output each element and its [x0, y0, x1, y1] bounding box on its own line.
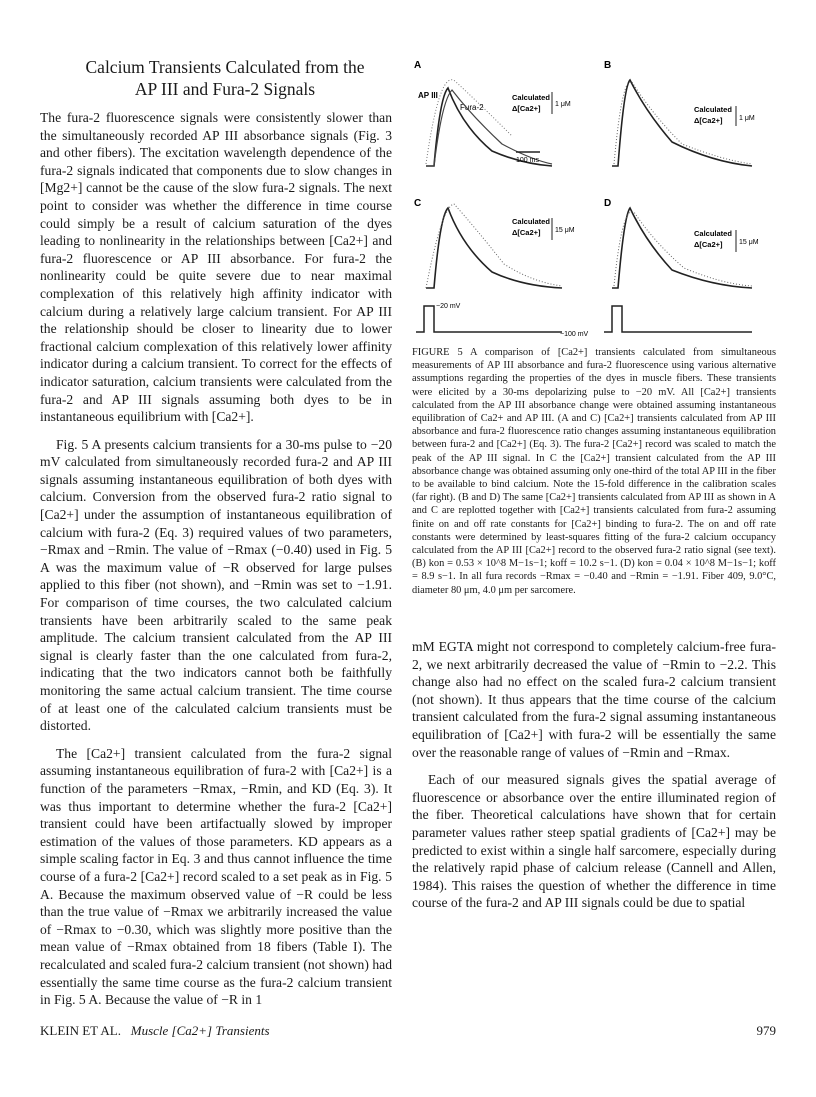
figure-5-plot: [412, 56, 776, 346]
delta-ca-label-a: Δ[Ca2+]: [512, 104, 541, 113]
running-head: [40, 1023, 270, 1039]
panel-label-d: D: [604, 198, 612, 209]
section-title-line1: Calcium Transients Calculated from the: [85, 57, 365, 77]
paragraph: Each of our measured signals gives the spatial average of fluorescence or absorbance over the entire illuminated region of the fiber. Theoretical calculations have shown that for certain parameter values rather steep spatial gradients of [Ca2+] may be predicted to exist within a single half sarcomere, especially during the relatively rapid phase of calcium release (Cannell and Allen, 1984). This raises the question of whether the difference in time course of the fura-2 and AP III signals could be due to spatial: [412, 772, 776, 911]
calculated-label-a: Calculated: [512, 93, 550, 102]
figure-5: [412, 56, 776, 346]
voltage-label-minus100: −100 mV: [560, 331, 589, 338]
paragraph: Fig. 5 A presents calcium transients for a 30-ms pulse to −20 mV calculated from simultaneously recorded fura-2 and AP III signals assuming instantaneous equilibration of both dyes with calcium. Conversion from the observed fura-2 ratio signal to [Ca2+] under the assumption of instantaneous equilibration of calcium with fura-2 (Eq. 3) required values of two parameters, −Rmax and −Rmin. The value of −Rmax (−0.40) used in Fig. 5 A was the maximum value of −R observed for large pulses applied to this fiber (not shown), and −Rmin was set to −1.91. For comparison of time courses, the two calculated calcium transients have been arbitrarily scaled to the same peak amplitude. The calcium transient calculated from the AP III signal is clearly faster than the one calculated from fura-2, indicating that the two indicators cannot both be faithfully monitoring the same actual calcium transient. The time course of at least one of the calculated calcium transients must be distorted.: [40, 436, 392, 734]
voltage-pulse-right: [604, 306, 752, 332]
panel-label-a: A: [414, 60, 422, 71]
panel-label-c: C: [414, 198, 422, 209]
page-number: 979: [756, 1023, 776, 1038]
right-column-text: [412, 638, 776, 912]
panel-d-traces: [612, 208, 752, 288]
section-title-line2: AP III and Fura-2 Signals: [134, 79, 316, 99]
panel-label-b: B: [604, 60, 612, 71]
calculated-label-c: Calculated: [512, 217, 550, 226]
fura2-label: Fura-2: [460, 103, 484, 112]
delta-ca-label-d: Δ[Ca2+]: [694, 240, 723, 249]
calculated-label-b: Calculated: [694, 105, 732, 114]
ap3-trace: [612, 80, 752, 166]
time-bar-label: 100 ms: [516, 157, 539, 164]
paragraph: The [Ca2+] transient calculated from the fura-2 signal assuming instantaneous equilibration of fura-2 with [Ca2+] is a function of the parameters −Rmax, −Rmin, and KD (Eq. 3). It was thus important to determine whether the fura-2 [Ca2+] transient could have been artifactually slowed by improper estimation of the values of those parameters. KD appears as a simple scaling factor in Eq. 3 and thus cannot influence the time course of a fura-2 [Ca2+] record scaled to a set peak as in Fig. 5 A. Because the maximum observed value of −R could be less than the true value of −Rmax we arbitrarily increased the value of −Rmax to −0.30, which was slightly more positive than the mean value of −Rmax obtained from 18 fibers (Table I). The recalculated and scaled fura-2 calcium transient (not shown) had essentially the same time course as the fura-2 calcium transient in Fig. 5 A. Because the value of −R in 1: [40, 745, 392, 1008]
footer-running-title: Muscle [Ca2+] Transients: [130, 1023, 270, 1038]
scale-label-c: 15 μM: [555, 227, 575, 234]
footer-authors: KLEIN ET AL.: [40, 1023, 121, 1038]
ap3-label: AP III: [418, 91, 438, 100]
paragraph: mM EGTA might not correspond to completely calcium-free fura-2, we next arbitrarily decreased the value of −Rmin to −2.2. This change also had no effect on the scaled fura-2 calcium transient (not shown). It thus appears that the time course of the calcium transient calculated from the fura-2 signal assuming instantaneous equilibration of [Ca2+] with fura-2 will be essentially the same over the reasonable range of values of −Rmin and −Rmax.: [412, 639, 776, 760]
calculated-label-d: Calculated: [694, 229, 732, 238]
page-footer: [40, 1023, 776, 1039]
fura2-fit-trace: [614, 82, 752, 164]
section-title: [40, 56, 392, 100]
paragraph: The fura-2 fluorescence signals were consistently slower than the simultaneously recorded AP III absorbance signals (Fig. 3 and other fibers). The excitation wavelength dependence of the fura-2 signals indicated that components due to slow changes in [Mg2+] cannot be the cause of the slow fura-2 signals. The next point to consider was whether the difference in time course could simply be a result of calcium saturation of the dyes leading to nonlinearity in the relationships between [Ca2+] and fura-2 fluorescence or AP III absorbance. For fura-2 the nonlinearity could be quite severe due to near maximal complexation of this relatively high affinity indicator with calcium during a relatively large calcium transient. For AP III the relationship should be closer to linearity due to lower fractional calcium complexation of this relatively lower affinity indicator during a calcium transient. To correct for the effects of indicator saturation, calcium transients were calculated from the fura-2 and AP III signals assuming both dyes to be in instantaneous equilibrium with [Ca2+].: [40, 110, 392, 425]
scale-label-d: 15 μM: [739, 239, 759, 246]
delta-ca-label-b: Δ[Ca2+]: [694, 116, 723, 125]
ap3-trace: [612, 208, 752, 288]
voltage-label-minus20: −20 mV: [436, 303, 461, 310]
scale-label-b: 1 μM: [739, 115, 755, 122]
scale-label-a: 1 μM: [555, 101, 571, 108]
figure-caption: FIGURE 5 A comparison of [Ca2+] transients calculated from simultaneous measurements of AP III absorbance and fura-2 fluorescence using various alternative assumptions regarding the properties of the dyes in muscle fibers. These transients were elicited by a 30-ms depolarizing pulse to −20 mV. All [Ca2+] transients calculated from the AP III absorbance change were obtained assuming instantaneous equilibration of Ca2+ and AP III. (A and C) [Ca2+] transients calculated from AP III absorbance and fura-2 fluorescence ratio changes assuming instantaneous equilibration between fura-2 and [Ca2+] (Eq. 3). The fura-2 [Ca2+] record was scaled to match the peak of the AP III signal. In C the [Ca2+] transient calculated from the AP III absorbance change was obtained assuming only one-third of the total AP III in the fiber to be available to bind calcium. Note the 15-fold difference in the calibration scales (far right). (B and D) The same [Ca2+] transients calculated from AP III as shown in A and C are replotted together with [Ca2+] transients calculated from fura-2 assuming finite on and off rate constants for [Ca2+] binding to fura-2. The on and off rate constants were determined by least-squares fitting of the fura-2 calcium occupancy calculated from the AP III [Ca2+] record to the observed fura-2 ratio signal (see text). (B) kon = 0.53 × 10^8 M−1s−1; koff = 10.2 s−1. (D) kon = 0.04 × 10^8 M−1s−1; koff = 8.9 s−1. In all fura records −Rmax = −0.40 and −Rmin = −1.91. Fiber 409, 9.0°C, diameter 80 μm, 4.0 μm per sarcomere.: [412, 347, 776, 596]
delta-ca-label-c: Δ[Ca2+]: [512, 228, 541, 237]
left-column-text: [40, 109, 392, 1009]
panel-b-traces: [612, 80, 752, 166]
